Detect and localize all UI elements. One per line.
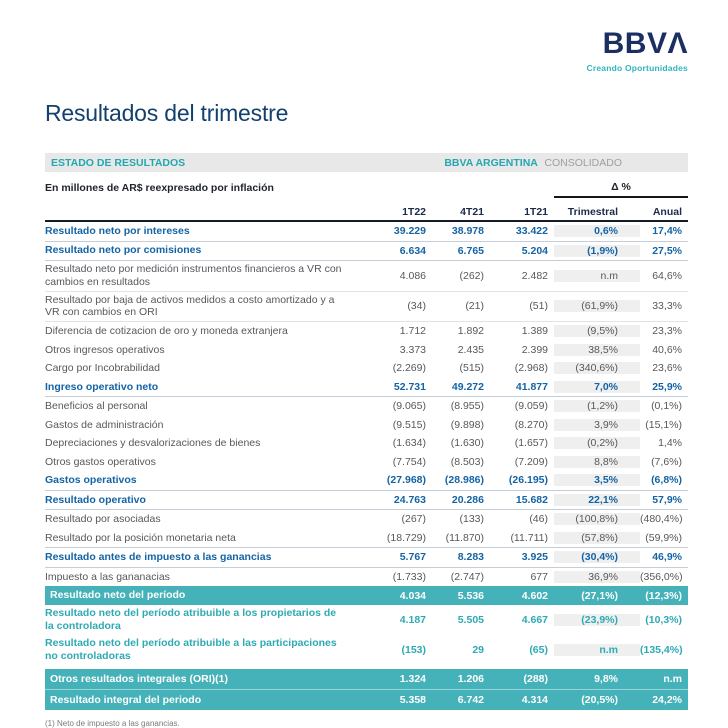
row-label: Resultado neto por intereses [45, 224, 190, 237]
entity-label [444, 157, 622, 169]
table-row [45, 359, 688, 378]
row-label: Resultado neto del período [50, 589, 186, 602]
cell-anual: (10,3%) [645, 613, 682, 626]
cell-trimestral: 38,5% [554, 344, 640, 356]
row-label: Otros ingresos operativos [45, 343, 165, 356]
cell-trimestral: (23,9%) [554, 614, 640, 626]
table-row [45, 322, 688, 341]
cell-1t22: 39.229 [393, 225, 426, 238]
cell-1t22: 4.187 [399, 613, 426, 626]
table-row [45, 261, 688, 292]
cell-1t21: (11.711) [510, 531, 548, 544]
row-label: Otros resultados integrales (ORI)(1) [50, 672, 228, 685]
row-label: Beneficios al personal [45, 400, 148, 413]
table-header-bar [45, 153, 688, 172]
cell-trimestral: (61,9%) [554, 300, 640, 312]
cell-1t22: (34) [407, 300, 426, 313]
cell-1t21: (9.059) [514, 400, 548, 413]
cell-trimestral: (1,9%) [554, 245, 640, 257]
row-label: Resultado por baja de activos medidos a costo amortizado y a VR con cambios en ORI [45, 293, 335, 319]
cell-1t22: 5.767 [399, 551, 426, 564]
cell-1t22: (9.065) [392, 400, 426, 413]
row-label: Resultado antes de impuesto a las ganancias [45, 551, 272, 564]
cell-trimestral: 3,9% [554, 419, 640, 431]
column-header-spacer [45, 214, 355, 218]
cell-trimestral: (0,2%) [554, 437, 640, 449]
cell-trimestral: (30,4%) [554, 551, 640, 563]
cell-1t22: (9.515) [392, 418, 426, 431]
cell-anual: (480,4%) [640, 513, 683, 526]
table-row [45, 635, 688, 665]
cell-anual: (6,8%) [651, 474, 682, 487]
table-row [45, 491, 688, 511]
row-label: Resultado neto del período atribuible a los propietarios de la controladora [45, 607, 337, 632]
cell-1t22: (1.634) [392, 437, 426, 450]
cell-1t22: (153) [401, 643, 426, 656]
cell-1t21: 3.925 [521, 551, 548, 564]
cell-1t21: 2.399 [521, 343, 548, 356]
table-row [45, 292, 688, 323]
table-row [45, 378, 688, 398]
cell-anual: (59,9%) [645, 531, 682, 544]
cell-1t22: (1.733) [392, 570, 426, 583]
cell-4t21: (1.630) [450, 437, 484, 450]
row-label: Resultado neto del período atribuible a las participaciones no controladoras [45, 636, 337, 662]
row-label: Cargo por Incobrabilidad [45, 362, 160, 375]
cell-1t21: 2.482 [521, 269, 548, 282]
cell-trimestral: 3,5% [554, 474, 640, 486]
row-label: Resultado por la posición monetaria neta [45, 531, 236, 544]
column-header-4t21: 4T21 [460, 206, 484, 218]
cell-anual: 25,9% [652, 380, 682, 393]
cell-4t21: 29 [472, 643, 484, 656]
row-label: Depreciaciones y desvalorizaciones de bienes [45, 437, 261, 450]
cell-anual: (356,0%) [640, 570, 683, 583]
cell-1t21: (288) [523, 673, 548, 686]
cell-trimestral: (20,5%) [581, 694, 618, 707]
column-header-row [45, 198, 688, 222]
row-label: Resultado operativo [45, 493, 146, 506]
cell-anual: 23,3% [652, 325, 682, 338]
row-label: Gastos de administración [45, 418, 164, 431]
cell-4t21: 6.742 [457, 694, 484, 707]
cell-1t22: (7.754) [392, 455, 426, 468]
cell-1t21: (7.209) [514, 455, 548, 468]
cell-1t21: 677 [530, 570, 548, 583]
cell-1t21: (65) [529, 643, 548, 656]
cell-anual: 40,6% [652, 343, 682, 356]
cell-4t21: 49.272 [451, 380, 484, 393]
table-row [45, 453, 688, 472]
cell-trimestral: (27,1%) [581, 589, 618, 602]
cell-1t21: (46) [529, 513, 548, 526]
row-label: Resultado neto por comisiones [45, 244, 202, 257]
cell-1t21: 4.314 [521, 694, 548, 707]
cell-trimestral: (100,8%) [554, 513, 640, 525]
cell-trimestral: n.m [554, 270, 640, 282]
row-label: Otros gastos operativos [45, 455, 156, 468]
table-row [45, 669, 688, 689]
column-header-1t22: 1T22 [402, 206, 426, 218]
cell-4t21: 5.505 [457, 613, 484, 626]
cell-1t22: (18.729) [386, 531, 426, 544]
cell-anual: 46,9% [652, 551, 682, 564]
cell-1t22: 4.086 [399, 269, 426, 282]
table-row [45, 434, 688, 453]
cell-trimestral: 9,8% [594, 673, 618, 686]
cell-4t21: 8.283 [457, 551, 484, 564]
row-label: Resultado por asociadas [45, 513, 161, 526]
cell-1t22: (27.968) [386, 474, 426, 487]
column-header-1t21: 1T21 [524, 206, 548, 218]
cell-anual: 23,6% [652, 362, 682, 375]
delta-percent-label: Δ % [554, 181, 688, 198]
cell-4t21: 1.892 [457, 325, 484, 338]
cell-anual: (12,3%) [645, 589, 682, 602]
cell-trimestral: (340,6%) [554, 362, 640, 374]
table-row [45, 586, 688, 605]
cell-trimestral: (9,5%) [554, 325, 640, 337]
cell-trimestral: 7,0% [554, 381, 640, 393]
cell-1t22: 4.034 [399, 589, 426, 602]
table-row [45, 416, 688, 435]
cell-4t21: 38.978 [451, 225, 484, 238]
cell-4t21: 2.435 [457, 343, 484, 356]
cell-trimestral: 36,9% [554, 571, 640, 583]
cell-4t21: (133) [459, 513, 484, 526]
cell-trimestral: 22,1% [554, 494, 640, 506]
table-row [45, 529, 688, 548]
table-row [45, 222, 688, 242]
cell-4t21: (2.747) [450, 570, 484, 583]
cell-1t21: (1.657) [514, 437, 548, 450]
table-row [45, 605, 688, 635]
cell-1t21: 4.667 [521, 613, 548, 626]
bbva-logo [587, 29, 689, 73]
cell-trimestral: 0,6% [554, 225, 640, 237]
bbva-tagline: Creando Oportunidades [586, 63, 688, 73]
cell-4t21: (11.870) [445, 531, 484, 544]
row-label: Diferencia de cotizacion de oro y moneda extranjera [45, 325, 288, 338]
cell-4t21: 20.286 [451, 493, 484, 506]
cell-4t21: (9.898) [450, 418, 484, 431]
cell-1t22: 6.634 [399, 244, 426, 257]
bbva-logo-text: BBVΛ [602, 27, 688, 60]
cell-1t21: 41.877 [515, 380, 548, 393]
cell-1t21: 15.682 [515, 493, 548, 506]
cell-anual: 57,9% [652, 493, 682, 506]
row-label: Resultado integral del periodo [50, 693, 202, 706]
cell-1t22: (2.269) [392, 362, 426, 375]
cell-trimestral: (57,8%) [554, 532, 640, 544]
entity-brand: BBVA ARGENTINA [444, 156, 538, 169]
cell-1t22: 1.324 [399, 673, 426, 686]
cell-anual: 24,2% [652, 694, 682, 707]
footnote: (1) Neto de impuesto a las ganancias. [45, 719, 180, 728]
cell-anual: 27,5% [652, 244, 682, 257]
cell-1t22: 1.712 [399, 325, 426, 338]
column-header-anual: Anual [652, 206, 682, 218]
table-row [45, 471, 688, 491]
cell-anual: (135,4%) [640, 643, 683, 656]
cell-1t21: 1.389 [521, 325, 548, 338]
entity-suffix: CONSOLIDADO [544, 156, 622, 169]
page-title: Resultados del trimestre [45, 100, 289, 126]
row-label: Impuesto a las gananacias [45, 570, 170, 583]
table-row [45, 510, 688, 529]
cell-4t21: (28.986) [444, 474, 484, 487]
cell-1t21: (8.270) [514, 418, 548, 431]
income-statement-table [45, 153, 688, 728]
cell-1t22: 5.358 [399, 694, 426, 707]
comprehensive-income-block [45, 669, 688, 710]
cell-1t22: 24.763 [393, 493, 426, 506]
statement-title: ESTADO DE RESULTADOS [51, 156, 186, 169]
cell-4t21: (8.955) [450, 400, 484, 413]
cell-4t21: 1.206 [457, 673, 484, 686]
table-row [45, 341, 688, 360]
cell-4t21: (8.503) [450, 455, 484, 468]
row-label: Gastos operativos [45, 474, 137, 487]
cell-4t21: 6.765 [457, 244, 484, 257]
row-label: Ingreso operativo neto [45, 380, 159, 393]
cell-1t22: 52.731 [393, 380, 426, 393]
cell-anual: (0,1%) [651, 400, 682, 413]
cell-4t21: 5.536 [457, 589, 484, 602]
row-label: Resultado neto por medición instrumentos financieros a VR con cambios en resultados [45, 263, 342, 288]
table-row [45, 397, 688, 416]
table-row [45, 689, 688, 710]
table-row [45, 547, 688, 568]
cell-1t21: 4.602 [521, 589, 548, 602]
cell-anual: (15,1%) [645, 418, 682, 431]
cell-anual: (7,6%) [651, 455, 682, 468]
cell-anual: 1,4% [658, 437, 682, 450]
units-label: En millones de AR$ reexpresado por inflación [45, 182, 274, 194]
table-subheader [45, 176, 688, 198]
cell-1t21: (26.195) [508, 474, 548, 487]
cell-1t21: (2.968) [514, 362, 548, 375]
cell-1t21: 5.204 [521, 244, 548, 257]
cell-4t21: (262) [459, 269, 484, 282]
cell-1t22: (267) [401, 513, 426, 526]
table-row [45, 242, 688, 262]
cell-anual: 64,6% [652, 269, 682, 282]
cell-1t21: (51) [529, 300, 548, 313]
cell-trimestral: 8,8% [554, 456, 640, 468]
cell-4t21: (21) [465, 300, 484, 313]
table-body [45, 222, 688, 664]
cell-anual: 33,3% [652, 300, 682, 313]
cell-trimestral: n.m [554, 644, 640, 656]
cell-1t21: 33.422 [515, 225, 548, 238]
cell-anual: n.m [663, 673, 682, 686]
cell-trimestral: (1,2%) [554, 400, 640, 412]
cell-anual: 17,4% [652, 225, 682, 238]
cell-4t21: (515) [459, 362, 484, 375]
column-header-trimestral: Trimestral [567, 206, 618, 218]
table-row [45, 568, 688, 587]
cell-1t22: 3.373 [399, 343, 426, 356]
